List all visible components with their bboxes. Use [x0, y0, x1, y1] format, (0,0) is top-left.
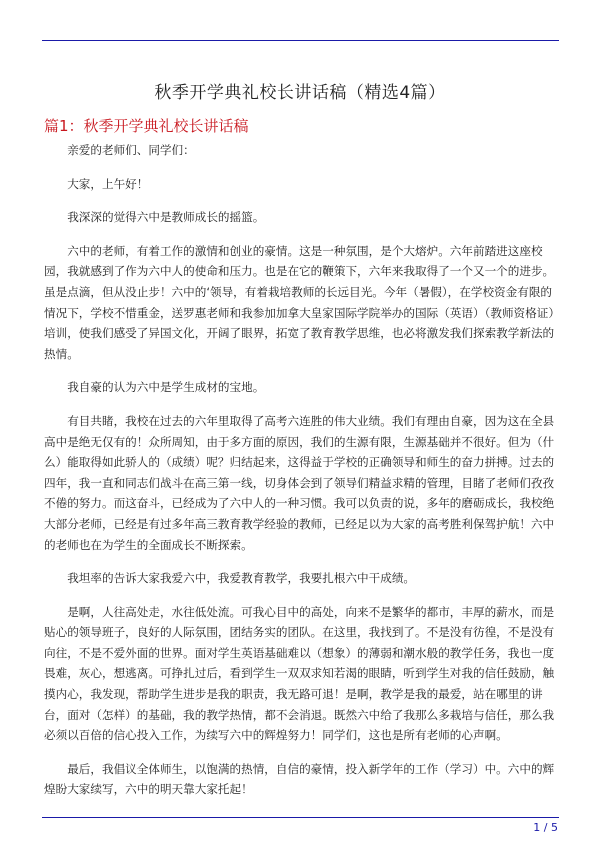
section-heading: 篇1：秋季开学典礼校长讲话稿	[44, 117, 249, 135]
paragraph-5: 我坦率的告诉大家我爱六中，我爱教育教学，我要扎根六中干成绩。	[67, 571, 416, 586]
paragraph-salutation: 亲爱的老师们、同学们：	[67, 143, 195, 157]
paragraph-4: 有目共睹，我校在过去的六年里取得了高考六连胜的伟大业绩。我们有理由自豪，因为这在全县高中是绝无仅有的！众所周知，由于多方面的原因，我们的生源有限，生源基础并不很好。但为（什么）能取得如此骄人的（成绩）呢？归结起来，这得益于学校的正确领导和师生的奋力拼搏。过去的四年，我一直和同志们战斗在高三第一线，切身体会到了领导们精益求精的管理，目睹了老师们孜孜不倦的努力。而这奋斗，已经成为了六中人的一种习惯。我可以负责的说，多年的磨砺成长，我校绝大部分老师，已经是有过多年高三教育教学经验的教师，已经足以为大家的高考胜利保驾护航！六中的老师也在为学生的全面成长不断探索。	[44, 413, 555, 552]
paragraph-greeting: 大家，上午好！	[67, 176, 149, 191]
document-title: 秋季开学典礼校长讲话稿（精选4篇）	[154, 83, 446, 103]
paragraph-6: 是啊，人往高处走，水往低处流。可我心目中的高处，向来不是繁华的都市，丰厚的薪水，而是贴心的领导班子，良好的人际氛围，团结务实的团队。在这里，我找到了。不是没有彷徨，不是没有向往，不是不爱外面的世界。面对学生英语基础难以（想象）的薄弱和潮水般的教学任务，我也一度畏难，灰心，想逃离。可挣扎过后，看到学生一双双求知若渴的眼睛，听到学生对我的信任鼓励，触摸内心，我发现，帮助学生进步是我的职责，我无路可退！是啊，教学是我的最爱，站在哪里的讲台，面对（怎样）的基础，我的教学热情，都不会消退。既然六中给了我那么多栽培与信任，那么我必须以百倍的信心投入工作，为续写六中的辉煌努力！同学们，这也是所有老师的心声啊。	[44, 604, 555, 743]
paragraph-3: 我自豪的认为六中是学生成材的宝地。	[67, 380, 265, 395]
header-rule	[42, 40, 559, 41]
paragraph-1: 我深深的觉得六中是教师成长的摇篮。	[67, 210, 265, 225]
footer-rule	[42, 817, 559, 818]
paragraph-7: 最后，我倡议全体师生，以饱满的热情，自信的豪情，投入新学年的工作（学习）中。六中的辉煌盼大家续写，六中的明天靠大家托起！	[44, 761, 555, 797]
paragraph-2: 六中的老师，有着工作的激情和创业的豪情。这是一种氛围，是个大熔炉。六年前踏进这座校园，我就感到了作为六中人的使命和压力。也是在它的鞭策下，六年来我取得了一个又一个的进步。虽是点滴，但从没止步！六中的‘领导，有着栽培教师的长远目光。今年（暑假），在学校资金有限的情况下，学校不惜重金，送罗惠老师和我参加加拿大皇家国际学院举办的国际（英语）（教师资格证）培训，使我们感受了异国文化，开阔了眼界，拓宽了教育教学思维，也必将激发我们探索教学新法的热情。	[44, 243, 555, 361]
page-number: 1 / 5	[533, 821, 558, 834]
document-body	[44, 140, 556, 813]
